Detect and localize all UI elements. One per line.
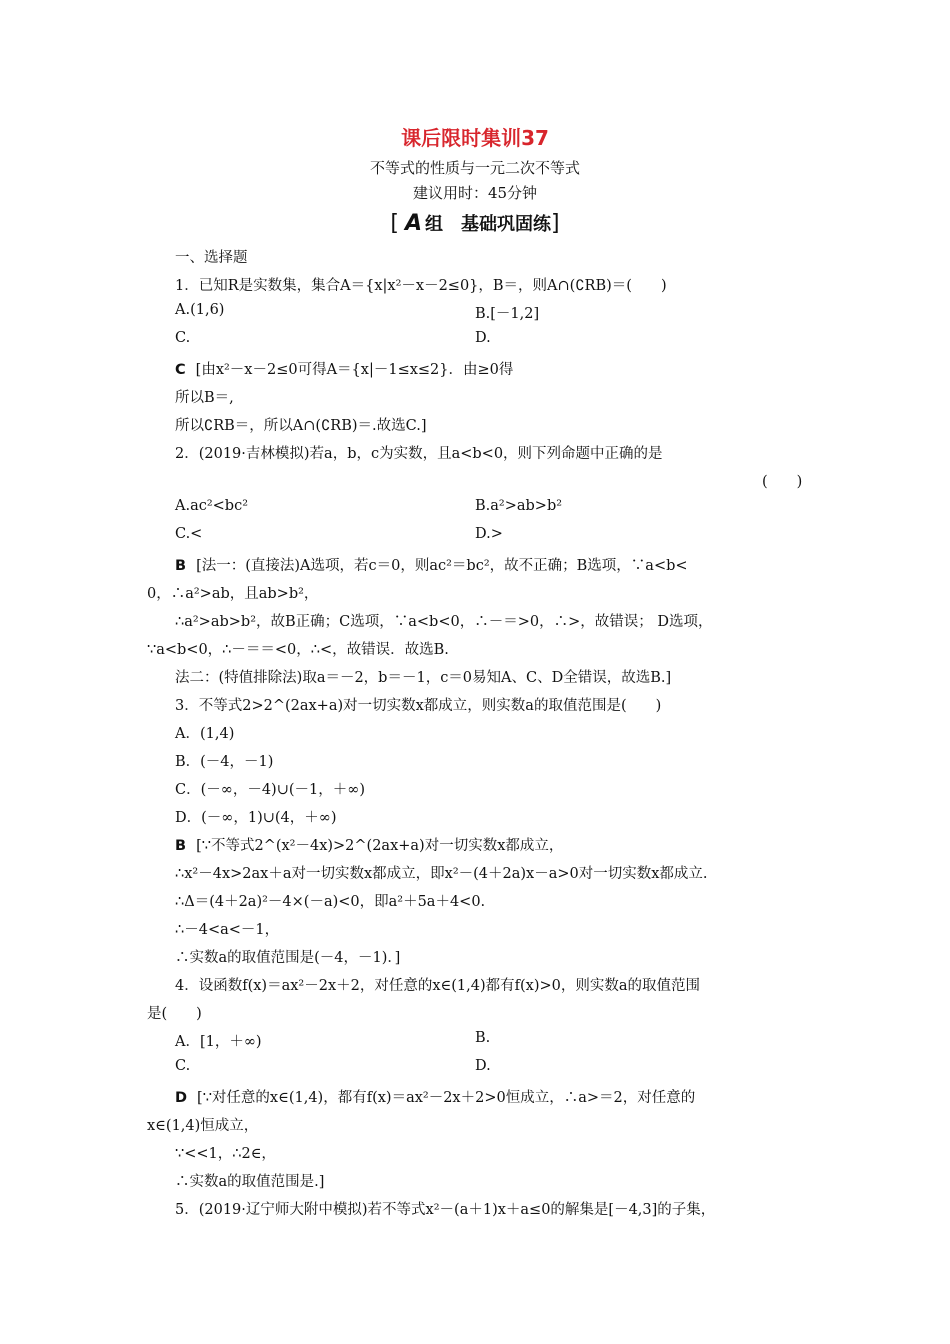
page-subtitle: 不等式的性质与一元二次不等式 bbox=[369, 159, 580, 177]
page-title: 课后限时集训37 bbox=[401, 126, 549, 150]
q2-option-b: B.a²>ab>b² bbox=[475, 498, 563, 514]
question-1: 1．已知R是实数集，集合A＝{x|x²－x－2≤0}，B＝，则A∩(∁RB)＝( ) bbox=[175, 278, 667, 294]
q1-options-cd bbox=[175, 330, 775, 346]
q2-solution-3: ∴a²>ab>b²，故B正确；C选项，∵a<b<0，∴－＝>0，∴>，故错误； D选项， bbox=[175, 614, 713, 630]
q4-solution-3: ∵<<1，∴2∈， bbox=[175, 1146, 276, 1162]
group-letter: A bbox=[404, 211, 423, 236]
q4-solution-4: ∴实数a的取值范围是.] bbox=[175, 1174, 325, 1190]
q3-solution-5: ∴实数a的取值范围是(－4，－1)．] bbox=[175, 950, 401, 966]
q3-option-a: A．(1,4) bbox=[175, 726, 235, 742]
q2-solution-1 bbox=[175, 554, 835, 575]
q4-option-a: A．[1，＋∞) bbox=[175, 1034, 262, 1050]
question-5: 5．(2019·辽宁师大附中模拟)若不等式x²－(a＋1)x＋a≤0的解集是[－4,3]的子集， bbox=[175, 1202, 716, 1218]
question-4-line-1: 4．设函数f(x)＝ax²－2x＋2，对任意的x∈(1,4)都有f(x)>0，则实数a的取值范围 bbox=[175, 978, 701, 994]
q3-solution-4: ∴－4<a<－1， bbox=[175, 922, 280, 938]
q4-solution-text-1: [∵对任意的x∈(1,4)，都有f(x)＝ax²－2x＋2>0恒成立，∴a>＝2，对任意的 bbox=[197, 1090, 696, 1106]
question-4-line-2: 是( ) bbox=[147, 1006, 202, 1022]
q1-option-c: C. bbox=[175, 330, 191, 346]
q3-option-d: D．(－∞，1)∪(4，＋∞) bbox=[175, 810, 337, 826]
q3-solution-2: ∴x²－4x>2ax＋a对一切实数x都成立，即x²－(4＋2a)x－a>0对一切实数x都成立. bbox=[175, 866, 708, 882]
q1-solution-1 bbox=[175, 358, 835, 379]
bracket-left: [ bbox=[390, 211, 399, 236]
q1-options-ab bbox=[175, 302, 775, 322]
q4-solution-2: x∈(1,4)恒成立， bbox=[147, 1118, 259, 1134]
q2-solution-4: ∵a<b<0，∴－＝＝<0，∴<，故错误．故选B. bbox=[147, 642, 449, 658]
q2-solution-5: 法二：(特值排除法)取a＝－2，b＝－1，c＝0易知A、C、D全错误，故选B.] bbox=[175, 670, 672, 686]
section-heading: 一、选择题 bbox=[175, 250, 248, 266]
q3-option-c: C．(－∞，－4)∪(－1，＋∞) bbox=[175, 782, 365, 798]
q3-answer: B bbox=[175, 838, 187, 854]
q1-solution-2: 所以B＝, bbox=[175, 390, 234, 406]
q4-option-b: B. bbox=[475, 1030, 491, 1046]
q2-answer-paren: ( ) bbox=[762, 474, 803, 490]
group-name: 基础巩固练 bbox=[461, 214, 552, 235]
q3-solution-text-1: [∵不等式2^(x²－4x)>2^(2ax+a)对一切实数x都成立， bbox=[196, 838, 564, 854]
q1-option-b: B.[－1,2] bbox=[475, 306, 540, 322]
q2-options-ab bbox=[175, 498, 775, 514]
q4-options-ab bbox=[175, 1030, 775, 1051]
question-3: 3．不等式2>2^(2ax+a)对一切实数x都成立，则实数a的取值范围是( ) bbox=[175, 698, 662, 714]
q2-answer: B bbox=[175, 558, 187, 574]
q1-answer: C bbox=[175, 362, 186, 378]
q3-option-b: B．(－4，－1) bbox=[175, 754, 274, 770]
q1-solution-text-1: [由x²－x－2≤0可得A＝{x|－1≤x≤2}．由≥0得 bbox=[195, 362, 514, 378]
bracket-right: ] bbox=[551, 211, 560, 236]
question-2: 2．(2019·吉林模拟)若a，b，c为实数，且a<b<0，则下列命题中正确的是 bbox=[175, 446, 663, 462]
group-word: 组 bbox=[425, 214, 444, 235]
q1-option-d: D. bbox=[475, 330, 491, 346]
q2-option-a: A.ac²<bc² bbox=[175, 498, 249, 514]
q4-answer: D bbox=[175, 1090, 188, 1106]
q2-option-c: C.< bbox=[175, 526, 203, 542]
q2-solution-text-1: [法一：(直接法)A选项，若c＝0，则ac²＝bc²，故不正确；B选项，∵a<b< bbox=[196, 558, 688, 574]
q4-solution-1 bbox=[175, 1086, 835, 1107]
q3-solution-3: ∴Δ＝(4＋2a)²－4×(－a)<0，即a²＋5a＋4<0. bbox=[175, 894, 486, 910]
q4-options-cd bbox=[175, 1058, 775, 1074]
q2-options-cd bbox=[175, 526, 775, 542]
group-banner bbox=[0, 210, 950, 236]
q4-option-c: C. bbox=[175, 1058, 191, 1074]
q1-option-a: A.(1,6) bbox=[175, 302, 225, 318]
q2-option-d: D.> bbox=[475, 526, 503, 542]
q2-solution-2: 0，∴a²>ab，且ab>b²， bbox=[147, 586, 319, 602]
q1-solution-3: 所以∁RB＝，所以A∩(∁RB)＝.故选C.] bbox=[175, 418, 427, 434]
time-hint: 建议用时：45分钟 bbox=[412, 184, 538, 202]
q3-solution-1 bbox=[175, 834, 835, 855]
q4-option-d: D. bbox=[475, 1058, 491, 1074]
